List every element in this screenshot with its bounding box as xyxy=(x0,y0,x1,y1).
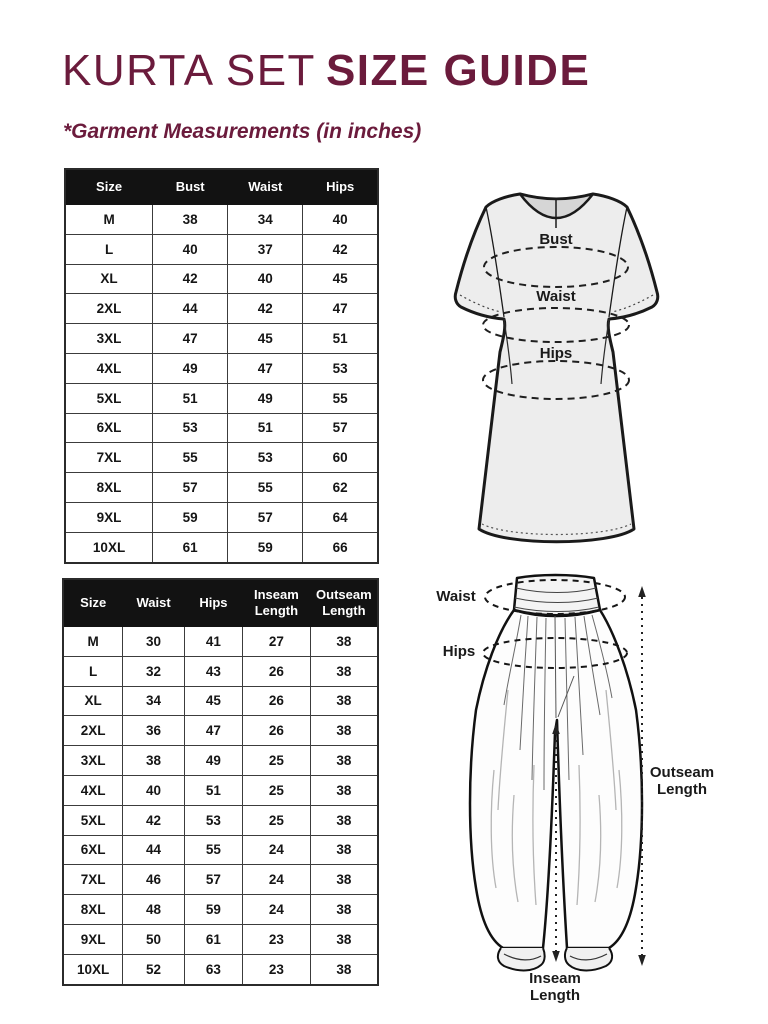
table-row xyxy=(65,205,378,235)
value-cell: 42 xyxy=(303,234,378,264)
table-row xyxy=(65,353,378,383)
size-cell: M xyxy=(63,627,123,657)
value-cell: 38 xyxy=(310,716,378,746)
value-cell: 59 xyxy=(184,895,242,925)
measurement-note: *Garment Measurements (in inches) xyxy=(63,120,422,143)
size-cell: 8XL xyxy=(63,895,123,925)
table-row xyxy=(65,502,378,532)
table-row xyxy=(63,775,378,805)
value-cell: 25 xyxy=(243,746,311,776)
value-cell: 38 xyxy=(310,686,378,716)
page-title xyxy=(62,46,590,96)
value-cell: 38 xyxy=(153,205,228,235)
value-cell: 55 xyxy=(184,835,242,865)
value-cell: 62 xyxy=(303,473,378,503)
value-cell: 44 xyxy=(153,294,228,324)
size-cell: 7XL xyxy=(65,443,153,473)
value-cell: 26 xyxy=(243,656,311,686)
value-cell: 61 xyxy=(153,532,228,562)
column-header: Hips xyxy=(184,579,242,627)
table-row xyxy=(63,716,378,746)
value-cell: 27 xyxy=(243,627,311,657)
column-header: Inseam Length xyxy=(243,579,311,627)
value-cell: 26 xyxy=(243,686,311,716)
table-row xyxy=(63,746,378,776)
value-cell: 44 xyxy=(123,835,184,865)
value-cell: 26 xyxy=(243,716,311,746)
value-cell: 63 xyxy=(184,954,242,984)
size-cell: M xyxy=(65,205,153,235)
column-header: Size xyxy=(65,169,153,205)
size-cell: XL xyxy=(63,686,123,716)
size-cell: 5XL xyxy=(63,805,123,835)
value-cell: 40 xyxy=(123,775,184,805)
table-row xyxy=(65,264,378,294)
size-cell: L xyxy=(65,234,153,264)
column-header: Waist xyxy=(123,579,184,627)
size-cell: 9XL xyxy=(65,502,153,532)
size-cell: XL xyxy=(65,264,153,294)
value-cell: 51 xyxy=(184,775,242,805)
value-cell: 45 xyxy=(184,686,242,716)
header-row xyxy=(63,579,378,627)
value-cell: 49 xyxy=(153,353,228,383)
value-cell: 34 xyxy=(228,205,303,235)
column-header: Waist xyxy=(228,169,303,205)
kurta-waist-label: Waist xyxy=(536,288,576,305)
value-cell: 36 xyxy=(123,716,184,746)
table-row xyxy=(63,656,378,686)
value-cell: 51 xyxy=(153,383,228,413)
value-cell: 24 xyxy=(243,835,311,865)
table-row xyxy=(65,324,378,354)
column-header: Hips xyxy=(303,169,378,205)
size-cell: L xyxy=(63,656,123,686)
value-cell: 49 xyxy=(184,746,242,776)
value-cell: 24 xyxy=(243,895,311,925)
size-cell: 10XL xyxy=(65,532,153,562)
size-cell: 5XL xyxy=(65,383,153,413)
value-cell: 51 xyxy=(228,413,303,443)
value-cell: 42 xyxy=(123,805,184,835)
value-cell: 47 xyxy=(228,353,303,383)
value-cell: 57 xyxy=(228,502,303,532)
value-cell: 45 xyxy=(303,264,378,294)
value-cell: 38 xyxy=(310,656,378,686)
table-row xyxy=(63,627,378,657)
kurta-hips-label: Hips xyxy=(539,345,573,362)
column-header: Size xyxy=(63,579,123,627)
bust-label: Bust xyxy=(539,231,573,248)
value-cell: 46 xyxy=(123,865,184,895)
kurta-size-table xyxy=(64,168,379,564)
table-row xyxy=(65,234,378,264)
table-row xyxy=(65,443,378,473)
value-cell: 42 xyxy=(228,294,303,324)
value-cell: 38 xyxy=(310,627,378,657)
value-cell: 47 xyxy=(303,294,378,324)
table-row xyxy=(65,294,378,324)
value-cell: 57 xyxy=(184,865,242,895)
size-cell: 2XL xyxy=(65,294,153,324)
value-cell: 38 xyxy=(310,865,378,895)
table-row xyxy=(65,532,378,562)
value-cell: 38 xyxy=(310,746,378,776)
size-cell: 4XL xyxy=(63,775,123,805)
value-cell: 53 xyxy=(303,353,378,383)
table-row xyxy=(65,383,378,413)
table-row xyxy=(63,895,378,925)
table-row xyxy=(65,413,378,443)
value-cell: 55 xyxy=(228,473,303,503)
column-header: Outseam Length xyxy=(310,579,378,627)
right-ankle-cuff xyxy=(565,948,612,970)
value-cell: 48 xyxy=(123,895,184,925)
value-cell: 38 xyxy=(123,746,184,776)
table-row xyxy=(63,805,378,835)
kurta-illustration xyxy=(434,184,724,559)
title-size-guide: SIZE GUIDE xyxy=(325,46,591,95)
table-row xyxy=(63,835,378,865)
value-cell: 42 xyxy=(153,264,228,294)
column-header: Bust xyxy=(153,169,228,205)
value-cell: 43 xyxy=(184,656,242,686)
size-cell: 10XL xyxy=(63,954,123,984)
value-cell: 66 xyxy=(303,532,378,562)
header-row xyxy=(65,169,378,205)
size-cell: 3XL xyxy=(65,324,153,354)
inseam-length-label: Inseam Length xyxy=(529,970,581,1005)
pants-size-table xyxy=(62,578,379,986)
size-cell: 4XL xyxy=(65,353,153,383)
table-row xyxy=(63,954,378,984)
title-product-name: KURTA SET xyxy=(62,46,316,95)
size-cell: 7XL xyxy=(63,865,123,895)
value-cell: 32 xyxy=(123,656,184,686)
pants-hips-label: Hips xyxy=(442,643,476,660)
value-cell: 64 xyxy=(303,502,378,532)
value-cell: 60 xyxy=(303,443,378,473)
value-cell: 30 xyxy=(123,627,184,657)
value-cell: 38 xyxy=(310,895,378,925)
value-cell: 41 xyxy=(184,627,242,657)
value-cell: 47 xyxy=(184,716,242,746)
value-cell: 57 xyxy=(303,413,378,443)
value-cell: 23 xyxy=(243,924,311,954)
value-cell: 47 xyxy=(153,324,228,354)
value-cell: 61 xyxy=(184,924,242,954)
table-row xyxy=(65,473,378,503)
value-cell: 59 xyxy=(228,532,303,562)
table-row xyxy=(63,924,378,954)
value-cell: 25 xyxy=(243,775,311,805)
value-cell: 38 xyxy=(310,835,378,865)
value-cell: 50 xyxy=(123,924,184,954)
value-cell: 38 xyxy=(310,805,378,835)
value-cell: 38 xyxy=(310,954,378,984)
value-cell: 55 xyxy=(303,383,378,413)
table-row xyxy=(63,686,378,716)
value-cell: 45 xyxy=(228,324,303,354)
value-cell: 38 xyxy=(310,775,378,805)
value-cell: 37 xyxy=(228,234,303,264)
value-cell: 55 xyxy=(153,443,228,473)
value-cell: 34 xyxy=(123,686,184,716)
value-cell: 53 xyxy=(228,443,303,473)
size-cell: 6XL xyxy=(63,835,123,865)
size-cell: 8XL xyxy=(65,473,153,503)
value-cell: 49 xyxy=(228,383,303,413)
value-cell: 53 xyxy=(153,413,228,443)
outseam-length-label: Outseam Length xyxy=(649,764,715,799)
value-cell: 40 xyxy=(228,264,303,294)
size-cell: 6XL xyxy=(65,413,153,443)
value-cell: 40 xyxy=(153,234,228,264)
size-cell: 9XL xyxy=(63,924,123,954)
value-cell: 25 xyxy=(243,805,311,835)
value-cell: 51 xyxy=(303,324,378,354)
value-cell: 23 xyxy=(243,954,311,984)
value-cell: 52 xyxy=(123,954,184,984)
size-cell: 2XL xyxy=(63,716,123,746)
table-row xyxy=(63,865,378,895)
value-cell: 38 xyxy=(310,924,378,954)
pants-waist-label: Waist xyxy=(436,588,476,605)
value-cell: 24 xyxy=(243,865,311,895)
pants-illustration xyxy=(424,570,768,1022)
value-cell: 53 xyxy=(184,805,242,835)
value-cell: 40 xyxy=(303,205,378,235)
value-cell: 57 xyxy=(153,473,228,503)
size-cell: 3XL xyxy=(63,746,123,776)
value-cell: 59 xyxy=(153,502,228,532)
